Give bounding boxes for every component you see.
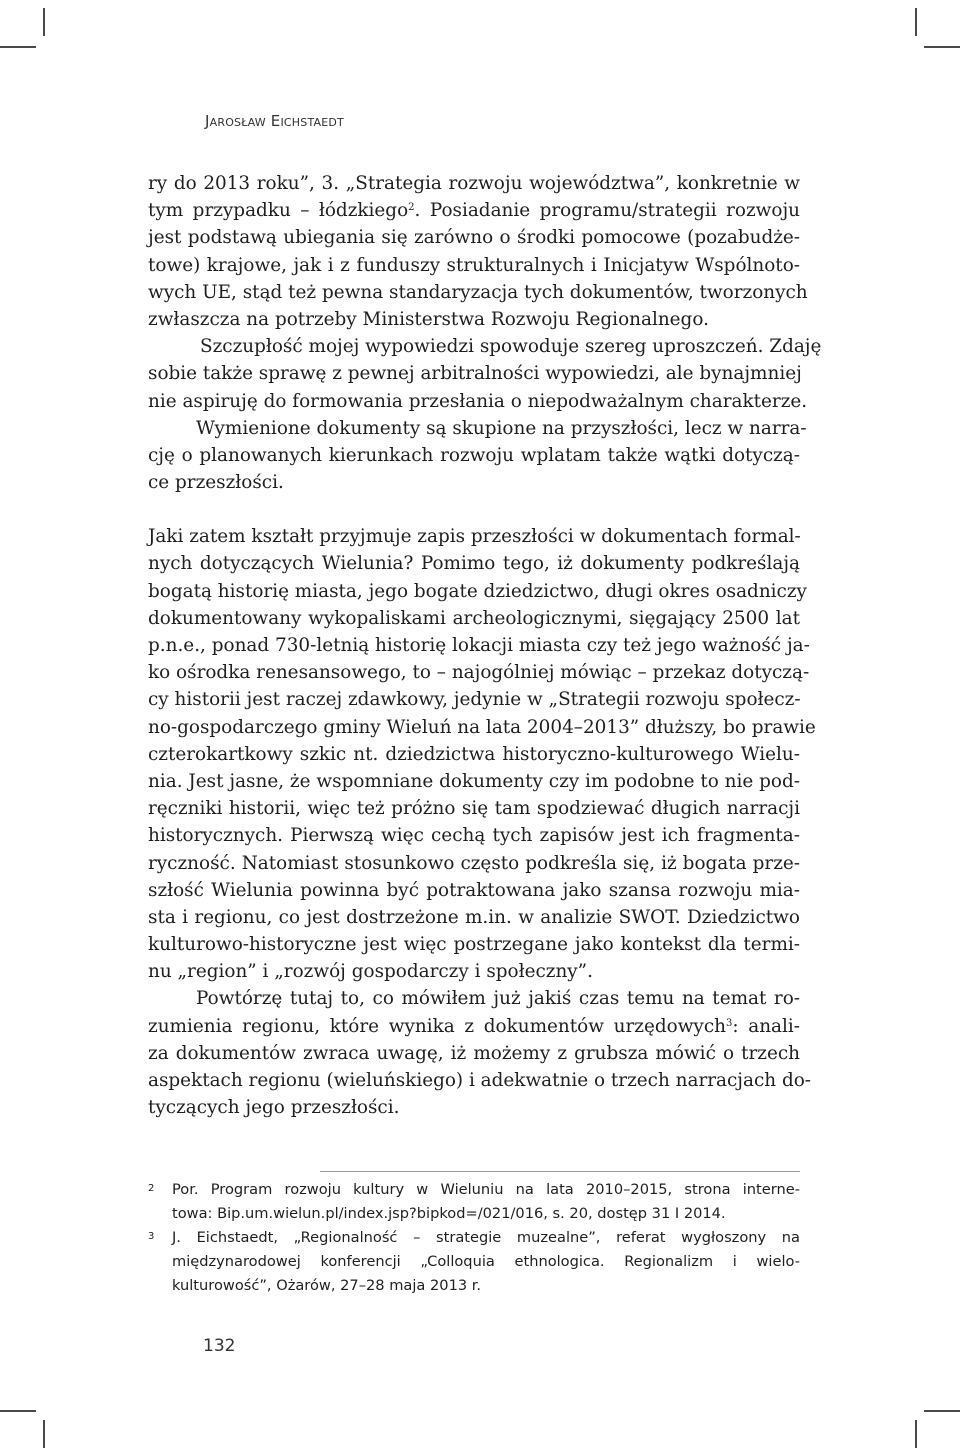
footnote-ref: 2: [408, 202, 415, 214]
footnote: [148, 1226, 800, 1298]
page-number: 132: [203, 1336, 236, 1356]
text-line: nia. Jest jasne, że wspomniane dokumenty czy im podobne to nie pod-: [148, 770, 800, 792]
text-line: Wymienione dokumenty są skupione na przyszłości, lecz w narra-: [196, 417, 807, 439]
crop-mark: [43, 1420, 45, 1448]
text-line: ry do 2013 roku”, 3. „Strategia rozwoju województwa”, konkretnie w: [148, 173, 800, 194]
text-line: aspektach regionu (wieluńskiego) i adekwatnie o trzech narracjach do-: [148, 1070, 812, 1091]
paragraph: [148, 170, 808, 333]
crop-mark: [924, 1410, 960, 1412]
footnotes: [148, 1178, 800, 1298]
text-line: zwłaszcza na potrzeby Ministerstwa Rozwoju Regionalnego.: [148, 308, 709, 330]
crop-mark: [915, 8, 917, 36]
text-line: p.n.e., ponad 730-letnią historię lokacji miasta czy też jego ważność ja-: [148, 635, 810, 656]
crop-mark: [43, 8, 45, 36]
text-line: nych dotyczących Wielunia? Pomimo tego, iż dokumenty podkreślają: [148, 553, 800, 575]
running-header: Jarosław Eichstaedt: [205, 112, 344, 130]
text-line: ręczniki historii, więc też próżno się tam spodziewać długich narracji: [148, 798, 800, 820]
paragraph: [148, 985, 812, 1121]
text-line: Szczupłość mojej wypowiedzi spowoduje szereg uproszczeń. Zdaję: [200, 336, 822, 358]
footnote-line: Por. Program rozwoju kultury w Wieluniu na lata 2010–2015, strona interne-: [172, 1181, 800, 1198]
text-line: nie aspiruję do formowania przesłania o niepodważalnym charakterze.: [148, 390, 808, 412]
paragraph: [148, 415, 807, 497]
text-line: towe) krajowe, jak i z funduszy strukturalnych i Inicjatyw Wspólnoto-: [148, 254, 800, 276]
paragraph: [148, 333, 822, 415]
text-line: cy historii jest raczej zdawkowy, jedynie w „Strategii rozwoju społecz-: [148, 689, 801, 711]
text-line: sobie także sprawę z pewnej arbitralności wypowiedzi, ale bynajmniej: [148, 363, 802, 385]
text-line: wych UE, stąd też pewna standaryzacja tych dokumentów, tworzonych: [148, 281, 808, 303]
text-line: tym przypadku – łódzkiego$^2$. Posiadanie programu/strategii rozwoju: [148, 200, 800, 222]
footnote-line: kulturowość”, Ożarów, 27–28 maja 2013 r.: [172, 1277, 482, 1294]
footnote-line: międzynarodowej konferencji „Colloquia ethnologica. Regionalizm i wielo-: [172, 1253, 800, 1270]
body-text: [148, 170, 822, 1121]
text-line: szłość Wielunia powinna być potraktowana jako szansa rozwoju mia-: [148, 879, 800, 901]
text-line: cję o planowanych kierunkach rozwoju wplatam także wątki dotyczą-: [148, 444, 800, 466]
text-line: ryczność. Natomiast stosunkowo często podkreśla się, iż bogata prze-: [148, 852, 800, 874]
text-line: za dokumentów zwraca uwagę, iż możemy z grubsza mówić o trzech: [148, 1042, 800, 1064]
footnote-line: J. Eichstaedt, „Regionalność – strategie muzealne”, referat wygłoszony na: [172, 1229, 800, 1246]
text-line: historycznych. Pierwszą więc cechą tych zapisów jest ich fragmenta-: [148, 825, 800, 847]
footnote-rule: [320, 1171, 800, 1172]
text-line: ce przeszłości.: [148, 472, 284, 494]
text-line: sta i regionu, co jest dostrzeżone m.in. w analizie SWOT. Dziedzictwo: [148, 906, 800, 928]
footnote-number: 3: [148, 1231, 155, 1242]
text-line: czterokartkowy szkic nt. dziedzictwa historyczno-kulturowego Wielu-: [148, 743, 800, 765]
footnote-ref: 3: [725, 1017, 733, 1029]
text-line: kulturowo-historyczne jest więc postrzegane jako kontekst dla termi-: [148, 934, 800, 956]
text-line: ko ośrodka renesansowego, to – najogólniej mówiąc – przekaz dotyczą-: [148, 662, 810, 684]
text-line: zumienia regionu, które wynika z dokumentów urzędowych$^3$: anali-: [148, 1015, 800, 1037]
text-line: tyczących jego przeszłości.: [148, 1097, 400, 1119]
footnote-line: towa: Bip.um.wielun.pl/index.jsp?bipkod=/021/016, s. 20, dostęp 31 I 2014.: [172, 1205, 726, 1222]
text-line: nu „region” i „rozwój gospodarczy i społeczny”.: [148, 961, 593, 983]
text-line: bogatą historię miasta, jego bogate dziedzictwo, długi okres osadniczy: [148, 580, 807, 602]
footnote-number: 2: [148, 1183, 155, 1194]
text-line: jest podstawą ubiegania się zarówno o środki pomocowe (pozabudże-: [148, 227, 800, 249]
text-line: Powtórzę tutaj to, co mówiłem już jakiś czas temu na temat ro-: [196, 988, 800, 1010]
text-line: dokumentowany wykopaliskami archeologicznymi, sięgający 2500 lat: [148, 607, 800, 629]
paragraph: [148, 523, 816, 985]
text-line: no-gospodarczego gminy Wieluń na lata 2004–2013” dłuższy, bo prawie: [148, 716, 816, 738]
crop-mark: [915, 1420, 917, 1448]
crop-mark: [0, 1410, 36, 1412]
crop-mark: [924, 46, 960, 48]
text-line: Jaki zatem kształt przyjmuje zapis przeszłości w dokumentach formal-: [148, 526, 801, 548]
footnote: [148, 1178, 800, 1226]
crop-mark: [0, 46, 36, 48]
